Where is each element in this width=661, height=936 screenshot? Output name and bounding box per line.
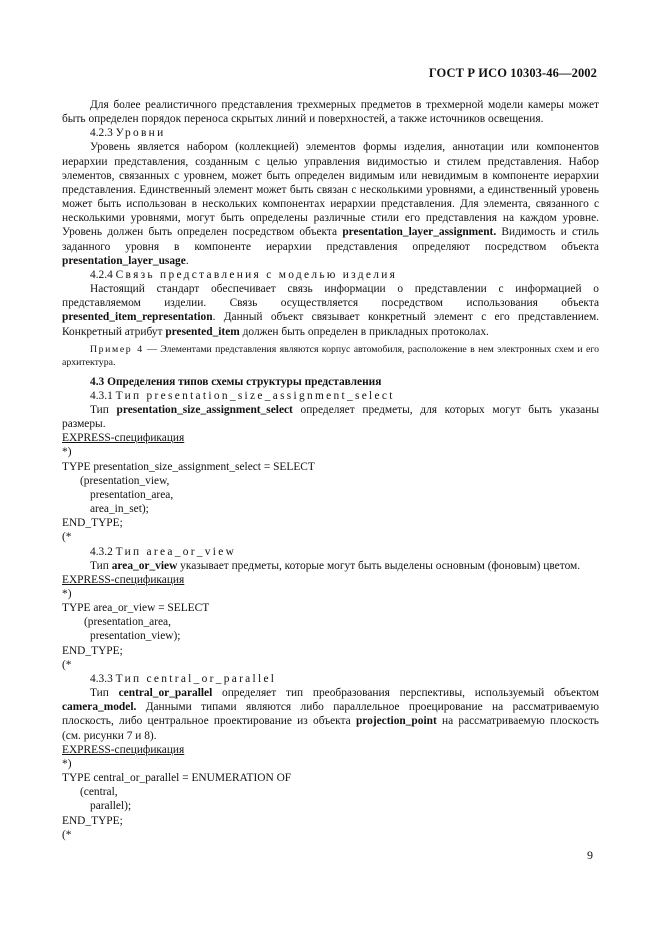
section-number: 4.3.3: [90, 672, 113, 685]
page-number: 9: [587, 848, 593, 862]
section-number: 4.3.1: [90, 389, 113, 402]
code-line: presentation_view);: [90, 630, 181, 643]
code-line: END_TYPE;: [62, 517, 123, 530]
section-4-2-3-paragraph: [62, 140, 599, 267]
section-4-3-2-description: [62, 559, 599, 573]
page-header: ГОСТ Р ИСО 10303-46—2002: [428, 66, 597, 80]
example-text: — Элементами представления являются корпус автомобиля, расположение в нем электронных схем и его архитектура.: [62, 343, 600, 368]
code-line: *): [62, 757, 72, 770]
section-4-2-4-paragraph: [62, 282, 599, 339]
section-title: Связь представления с моделью изделия: [115, 268, 398, 281]
entity-name: projection_point: [355, 715, 437, 728]
code-line: (central,: [80, 786, 118, 799]
section-number: 4.2.4: [90, 268, 113, 281]
text-run: Данными типами являются либо параллельное проецирование на рассматриваемую плоскость, либо центральное проектирование из объекта: [62, 701, 599, 728]
section-4-3-3-heading: [90, 672, 599, 686]
text-run: . Данный объект связывает конкретный элемент с его представлением. Конкретный атрибут: [62, 311, 599, 338]
section-title: Уровни: [115, 127, 166, 140]
text-run: определяет предметы, для которых могут быть указаны размеры.: [62, 403, 599, 431]
text-run: Уровень является набором (коллекцией) элементов формы изделия, аннотации или компонентов иерархии представления, созданным с целью управления видимостью и стилем представления. Набор элементов, связанных с уровнем, может быть определен видимым или невидимым в компоненте иерархии представления. Единственный элемент может быть связан с несколькими уровнями, а единственный уровень может быть использован в нескольких компонентах иерархии представления. Для элемента, связанного с несколькими уровнями, могут быть определены различные стили его представления на каждом уровне. Уровень должен быть определен посредством объекта: [62, 141, 599, 239]
entity-name: camera_model.: [62, 701, 137, 714]
code-line: (*: [62, 828, 72, 841]
document-body: [62, 98, 599, 842]
type-name: central_or_parallel: [118, 687, 213, 700]
text-run: на рассматриваемую плоскость (см. рисунки 7 и 8).: [62, 715, 599, 742]
code-line: area_in_set);: [90, 503, 149, 516]
text-run: Видимость и стиль заданного уровня в компоненте иерархии представления определяют посредством объекта: [62, 226, 599, 253]
code-line: END_TYPE;: [62, 644, 123, 657]
entity-name: presented_item_representation: [62, 311, 213, 324]
code-line: parallel);: [90, 800, 132, 813]
text-run: Тип: [90, 403, 117, 416]
code-line: *): [62, 446, 72, 459]
code-line: (*: [62, 658, 72, 671]
section-4-3-1-heading: [90, 389, 599, 403]
express-spec-label: EXPRESS-спецификация: [62, 573, 185, 586]
code-line: TYPE area_or_view = SELECT: [62, 602, 210, 615]
section-4-2-4-heading: [90, 268, 599, 282]
section-4-2-3-heading: [90, 126, 599, 140]
section-4-3-1-description: [62, 403, 599, 431]
section-title: Тип central_or_parallel: [115, 672, 277, 685]
code-line: END_TYPE;: [62, 814, 123, 827]
express-spec-label: EXPRESS-спецификация: [62, 432, 185, 445]
text-run: Тип: [90, 687, 119, 700]
section-number: 4.3.2: [90, 545, 113, 558]
section-4-3-3-description: [62, 686, 599, 743]
code-line: TYPE central_or_parallel = ENUMERATION OF: [62, 772, 292, 785]
section-4-3-heading: 4.3 Определения типов схемы структуры представления: [90, 375, 382, 388]
type-name: area_or_view: [111, 559, 178, 572]
example-4: [62, 343, 599, 369]
text-run: Тип: [90, 559, 112, 572]
entity-name: presentation_layer_assignment.: [342, 226, 497, 239]
entity-name: presentation_layer_usage: [62, 254, 186, 267]
text-run: .: [185, 254, 189, 267]
intro-paragraph: Для более реалистичного представления трехмерных предметов в трехмерной модели камеры может быть определен порядок переноса скрытых линий и поверхностей, а также источников освещения.: [62, 99, 599, 126]
text-run: определяет тип преобразования перспективы, используемый объектом: [212, 687, 599, 700]
example-label: Пример 4: [90, 343, 144, 355]
entity-name: presented_item: [165, 325, 240, 338]
code-line: (presentation_view,: [80, 474, 170, 487]
section-title: Тип presentation_size_assignment_select: [115, 389, 395, 402]
section-title: Тип area_or_view: [115, 545, 237, 558]
text-run: указывает предметы, которые могут быть выделены основным (фоновым) цветом.: [177, 559, 581, 572]
code-line: presentation_area,: [90, 488, 174, 501]
code-line: (*: [62, 531, 72, 544]
text-run: Настоящий стандарт обеспечивает связь информации о представлении с информацией о представляемом изделии. Связь осуществляется посредством использования объекта: [62, 283, 599, 310]
type-name: presentation_size_assignment_select: [116, 403, 293, 416]
express-spec-label: EXPRESS-спецификация: [62, 743, 185, 756]
section-4-3-2-heading: [90, 545, 599, 559]
code-line: (presentation_area,: [84, 616, 171, 629]
code-line: TYPE presentation_size_assignment_select = SELECT: [62, 460, 315, 473]
code-line: *): [62, 588, 72, 600]
section-number: 4.2.3: [90, 127, 113, 140]
text-run: должен быть определен в прикладных протоколах.: [239, 325, 489, 338]
